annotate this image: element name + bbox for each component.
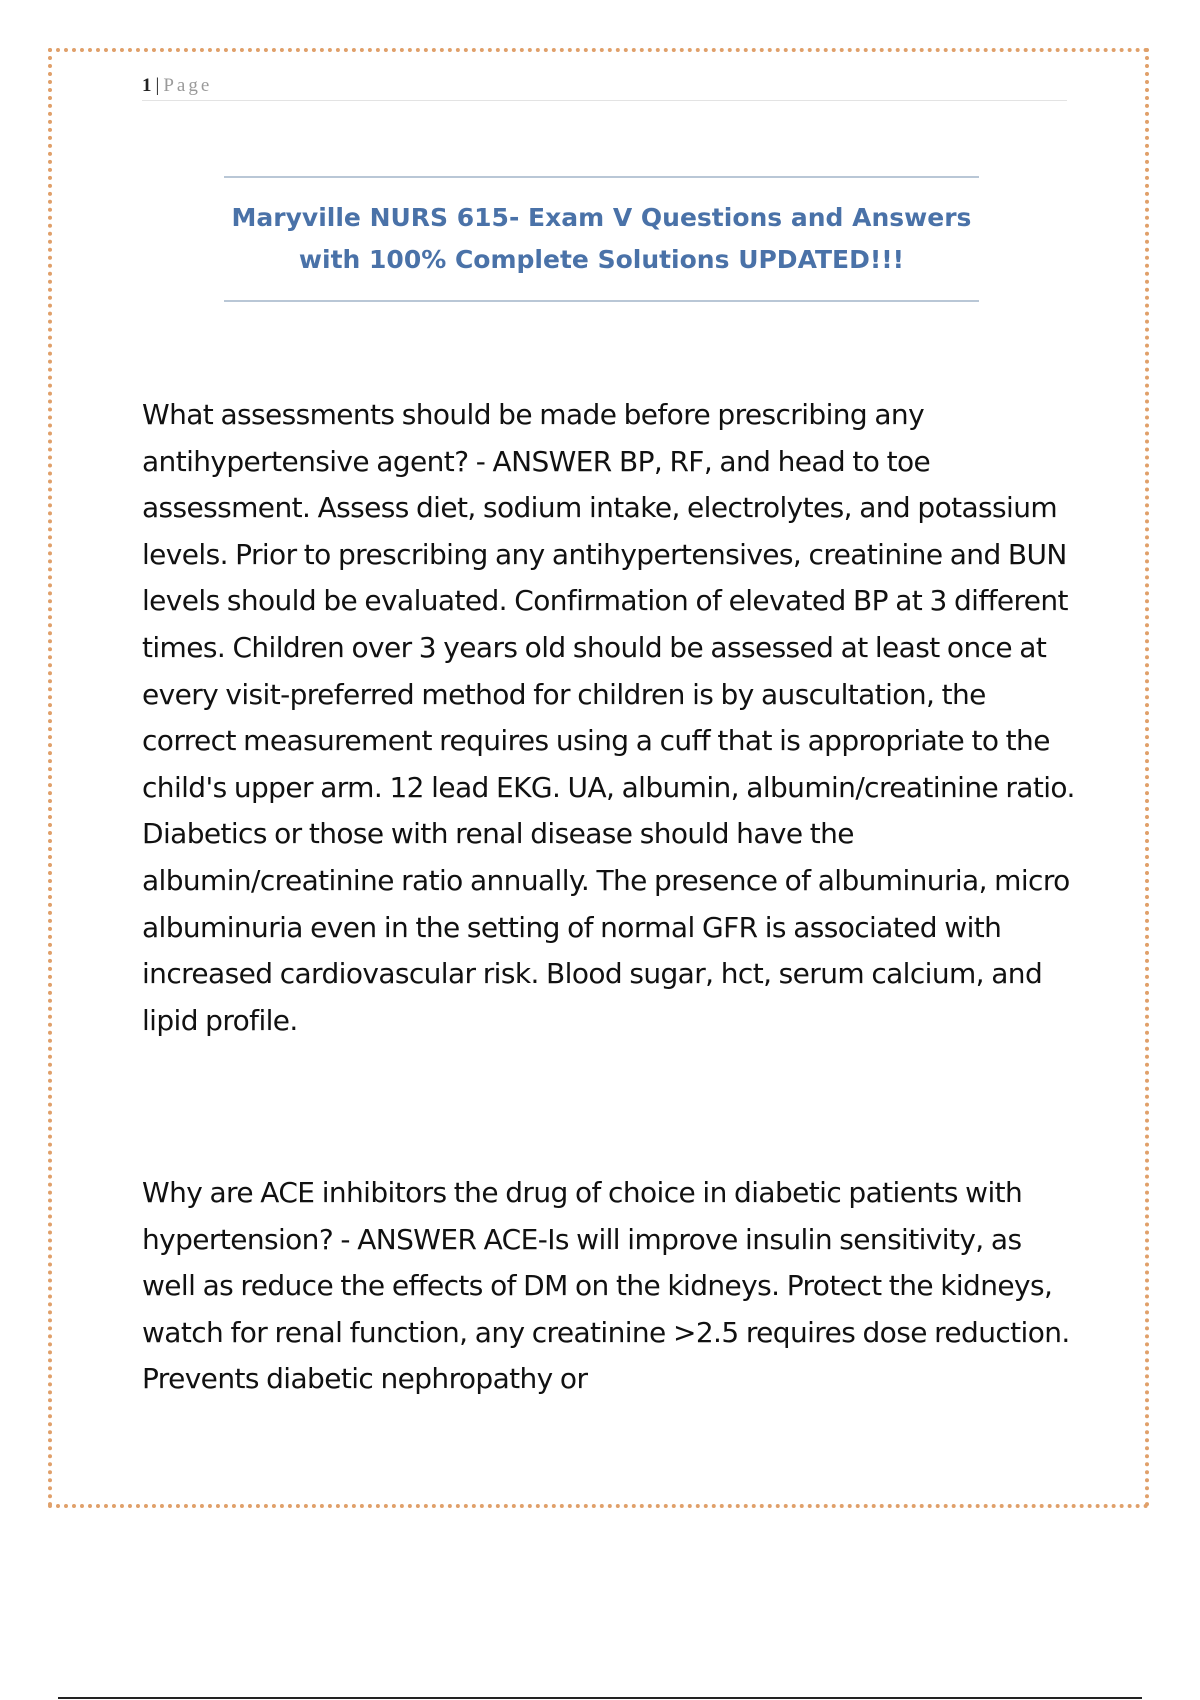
title-line-2: with 100% Complete Solutions UPDATED!!! — [298, 245, 905, 274]
page-number: 1 — [142, 75, 152, 96]
page-header — [142, 72, 1067, 101]
bottom-divider — [58, 1697, 1142, 1699]
page-separator: | — [155, 75, 160, 96]
page-label: Page — [163, 75, 213, 96]
document-title-text — [232, 197, 972, 281]
question-answer-2: Why are ACE inhibitors the drug of choice in diabetic patients with hypertension? - ANSWER ACE-Is will improve insulin sensitivity, as well as reduce the effects of DM on the kidneys. Protect the kidneys, watch for renal function, any creatinine >2.5 requires dose reduction. Prevents diabetic nephropathy or — [142, 1176, 1070, 1396]
question-answer-1: What assessments should be made before prescribing any antihypertensive agent? - ANSWER BP, RF, and head to toe assessment. Assess diet, sodium intake, electrolytes, and potassium levels. Prior to prescribing any antihypertensives, creatinine and BUN levels should be evaluated. Confirmation of elevated BP at 3 different times. Children over 3 years old should be assessed at least once at every visit-preferred method for children is by auscultation, the correct measurement requires using a cuff that is appropriate to the child's upper arm. 12 lead EKG. UA, albumin, albumin/creatinine ratio. Diabetics or those with renal disease should have the albumin/creatinine ratio annually. The presence of albuminuria, micro albuminuria even in the setting of normal GFR is associated with increased cardiovascular risk. Blood sugar, hct, serum calcium, and lipid profile. — [142, 398, 1075, 1037]
document-title — [224, 176, 979, 302]
title-line-1: Maryville NURS 615- Exam V Questions and Answers — [231, 203, 972, 232]
